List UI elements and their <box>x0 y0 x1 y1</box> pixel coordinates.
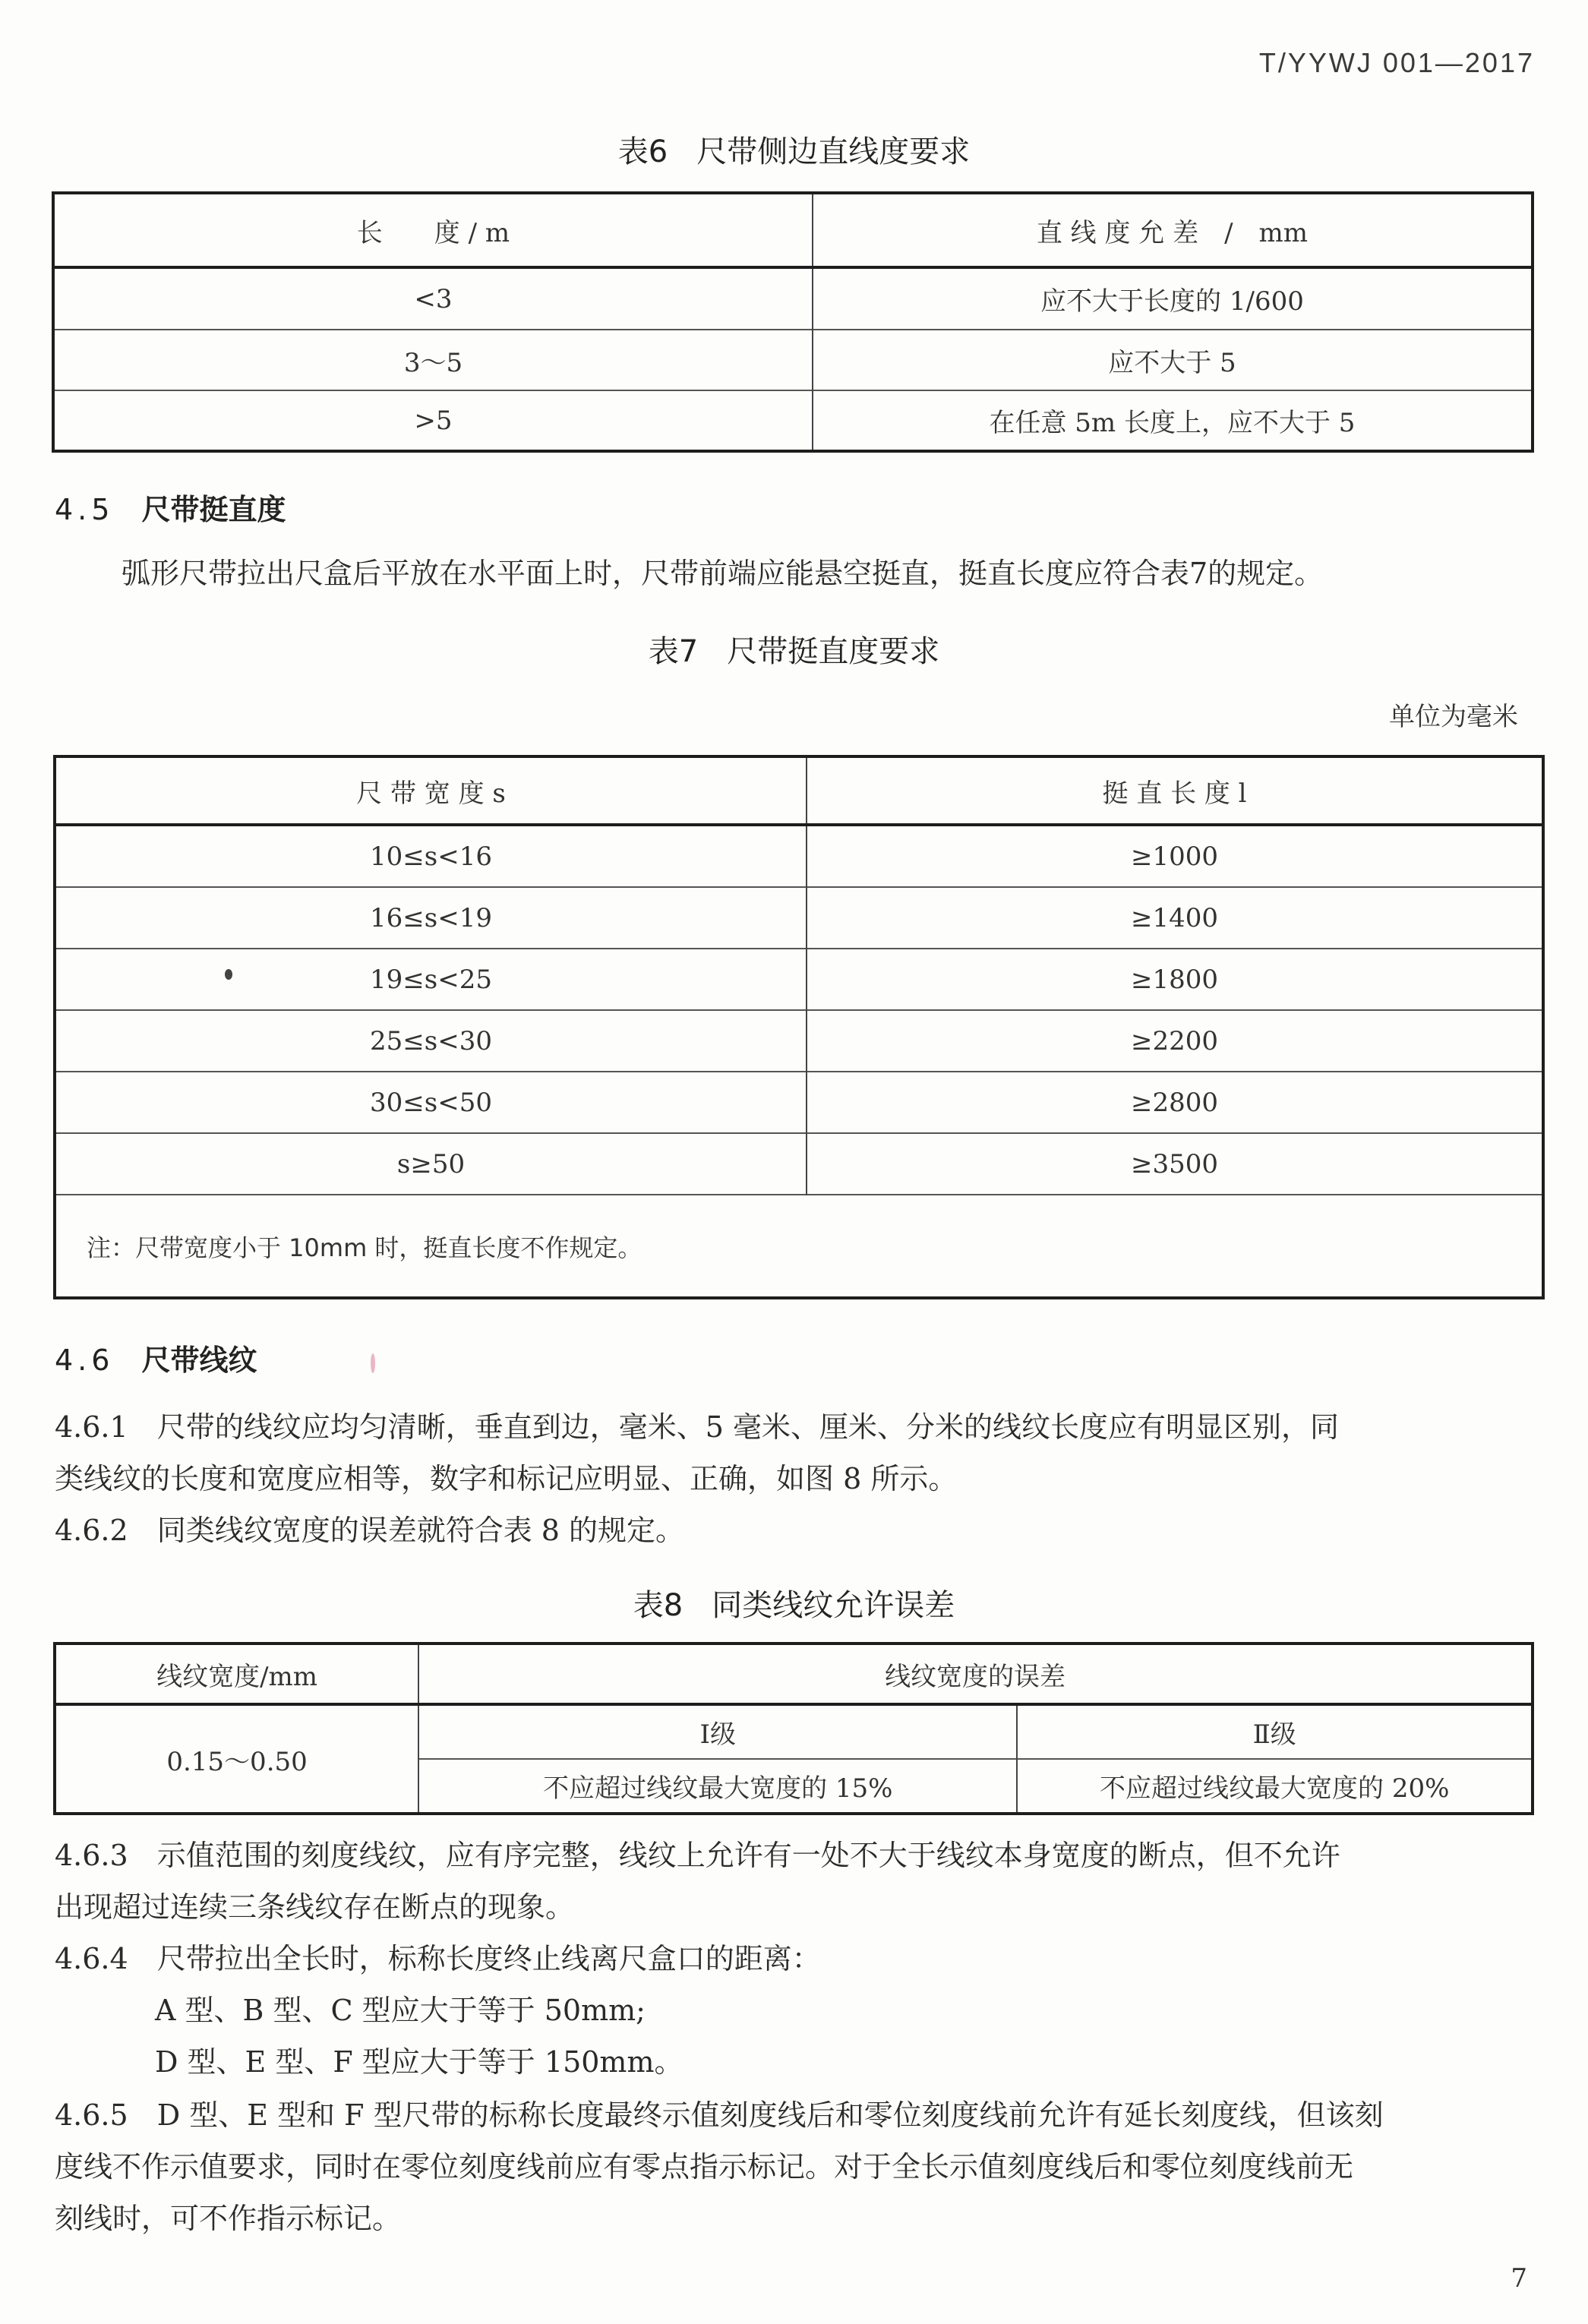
section-title: 尺带挺直度 <box>141 493 286 526</box>
table-row <box>55 1133 1543 1195</box>
clause-4-6-4-item-b: D 型、E 型、F 型应大于等于 150mm。 <box>155 2045 684 2079</box>
table6-cell-length: >5 <box>53 390 813 451</box>
scan-speck <box>371 1353 375 1373</box>
table6-cell-tolerance: 应不大于长度的 1/600 <box>813 267 1533 330</box>
table6-header-length: 长 度 / m <box>53 193 813 267</box>
table7-cell-width: 30≤s<50 <box>55 1072 807 1133</box>
table7-cell-width: 25≤s<30 <box>55 1010 807 1072</box>
document-id: T/YYWJ 001—2017 <box>1258 47 1535 78</box>
clause-4-6-2: 4.6.2 同类线纹宽度的误差就符合表 8 的规定。 <box>55 1514 685 1547</box>
table-row <box>55 1704 1533 1759</box>
page-number: 7 <box>1511 2263 1527 2294</box>
table7-cell-length: ≥2200 <box>807 1010 1543 1072</box>
table7-caption-number: 表7 <box>648 634 699 669</box>
table6-cell-tolerance: 应不大于 5 <box>813 330 1533 390</box>
clause-4-6-1-line1: 4.6.1 尺带的线纹应均匀清晰，垂直到边，毫米、5 毫米、厘米、分米的线纹长度应有明显区别，同 <box>55 1410 1339 1444</box>
table-row <box>55 949 1543 1010</box>
clause-4-6-1-line2: 类线纹的长度和宽度应相等，数字和标记应明显、正确，如图 8 所示。 <box>55 1462 958 1495</box>
table6-caption-title: 尺带侧边直线度要求 <box>696 134 971 169</box>
section-4-6-heading <box>55 1337 257 1378</box>
table7-cell-width: 10≤s<16 <box>55 825 807 887</box>
table6-cell-length: 3～5 <box>53 330 813 390</box>
section-number: 4.5 <box>55 493 115 526</box>
clause-4-6-4: 4.6.4 尺带拉出全长时，标称长度终止线离尺盒口的距离： <box>55 1942 821 1975</box>
section-title: 尺带线纹 <box>141 1344 257 1377</box>
section-4-5-body: 弧形尺带拉出尺盒后平放在水平面上时，尺带前端应能悬空挺直，挺直长度应符合表7的规定。 <box>122 557 1324 590</box>
table7-header-row <box>55 756 1543 825</box>
table7-header-width: 尺 带 宽 度 s <box>55 756 807 825</box>
table7-cell-length: ≥1000 <box>807 825 1543 887</box>
table-row <box>53 390 1533 451</box>
table7-caption <box>0 627 1588 671</box>
table6 <box>52 191 1534 453</box>
table-row <box>53 267 1533 330</box>
table7-cell-length: ≥1400 <box>807 887 1543 949</box>
table6-cell-length: <3 <box>53 267 813 330</box>
table7 <box>53 755 1545 1299</box>
clause-4-6-4-item-a: A 型、B 型、C 型应大于等于 50mm; <box>155 1994 646 2027</box>
table-row <box>55 887 1543 949</box>
table6-caption <box>0 128 1588 171</box>
scan-speck <box>225 969 232 980</box>
table8-caption-number: 表8 <box>633 1588 684 1623</box>
table8-cell-range: 0.15～0.50 <box>55 1704 418 1814</box>
table7-unit-note: 单位为毫米 <box>1389 702 1518 732</box>
table7-cell-width: s≥50 <box>55 1133 807 1195</box>
table6-header-tolerance: 直 线 度 允 差 / mm <box>813 193 1533 267</box>
table7-cell-length: ≥2800 <box>807 1072 1543 1133</box>
table-row <box>55 825 1543 887</box>
table7-cell-length: ≥1800 <box>807 949 1543 1010</box>
table8-header-line-width: 线纹宽度/mm <box>55 1644 418 1704</box>
table7-note: 注：尺带宽度小于 10mm 时，挺直长度不作规定。 <box>55 1195 1543 1298</box>
table7-cell-width: 19≤s<25 <box>55 949 807 1010</box>
table7-header-straight-length: 挺 直 长 度 l <box>807 756 1543 825</box>
clause-4-6-3-line2: 出现超过连续三条线纹存在断点的现象。 <box>55 1890 575 1924</box>
table-row <box>55 1010 1543 1072</box>
section-number: 4.6 <box>55 1344 115 1377</box>
table7-note-row <box>55 1195 1543 1298</box>
clause-4-6-5-line2: 度线不作示值要求，同时在零位刻度线前应有零点指示标记。对于全长示值刻度线后和零位刻度线前无 <box>55 2150 1354 2183</box>
table8-caption-title: 同类线纹允许误差 <box>712 1588 955 1623</box>
table7-cell-length: ≥3500 <box>807 1133 1543 1195</box>
table-row <box>55 1072 1543 1133</box>
table8-cell-grade-2-value: 不应超过线纹最大宽度的 20% <box>1017 1759 1533 1814</box>
table6-caption-number: 表6 <box>617 134 668 169</box>
table8 <box>53 1642 1534 1815</box>
table8-header-row <box>55 1644 1533 1704</box>
table8-caption <box>0 1581 1588 1625</box>
clause-4-6-5-line3: 刻线时，可不作指示标记。 <box>55 2202 402 2235</box>
clause-4-6-3-line1: 4.6.3 示值范围的刻度线纹，应有序完整，线纹上允许有一处不大于线纹本身宽度的断点，但不允许 <box>55 1839 1340 1872</box>
table8-grade-2: Ⅱ级 <box>1017 1704 1533 1759</box>
clause-4-6-5-line1: 4.6.5 D 型、E 型和 F 型尺带的标称长度最终示值刻度线后和零位刻度线前允许有延长刻度线，但该刻 <box>55 2098 1384 2132</box>
table6-cell-tolerance: 在任意 5m 长度上，应不大于 5 <box>813 390 1533 451</box>
table7-cell-width: 16≤s<19 <box>55 887 807 949</box>
table6-header-row <box>53 193 1533 267</box>
table8-cell-grade-1-value: 不应超过线纹最大宽度的 15% <box>418 1759 1017 1814</box>
table7-caption-title: 尺带挺直度要求 <box>727 634 940 669</box>
table8-grade-1: Ⅰ级 <box>418 1704 1017 1759</box>
table8-header-error: 线纹宽度的误差 <box>418 1644 1533 1704</box>
section-4-5-heading <box>55 486 286 528</box>
table-row <box>53 330 1533 390</box>
